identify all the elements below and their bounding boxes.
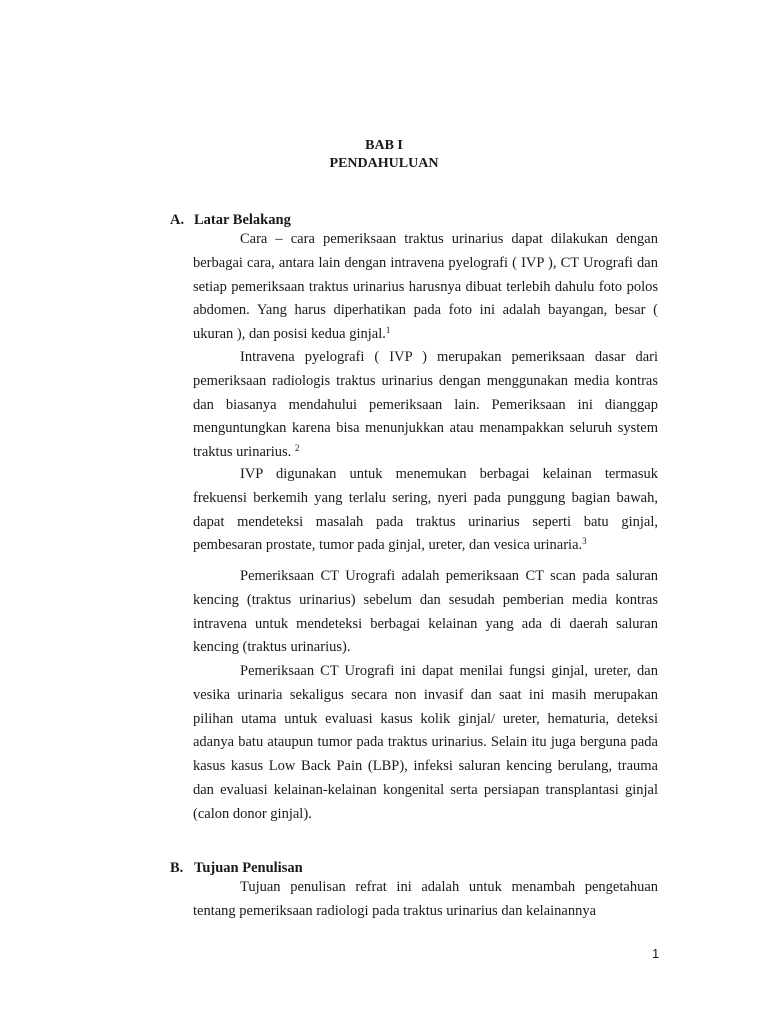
section-title: Latar Belakang — [194, 212, 291, 228]
section-letter: B. — [170, 860, 184, 876]
paragraph-text: Pemeriksaan CT Urografi ini dapat menilai fungsi ginjal, ureter, dan vesika urinaria sekaligus secara non invasif dan saat ini masih merupakan pilihan utama untuk evaluasi kasus kolik ginjal/ ureter, hematuria, deteksi adanya batu ataupun tumor pada traktus urinarius. Selain itu juga berguna pada kasus kasus Low Back Pain (LBP), infeksi saluran kencing berulang, trauma dan evaluasi kelainan-kelainan kongenital serta persiapan transplantasi ginjal (calon donor ginjal). — [193, 663, 658, 822]
page-number: 1 — [652, 946, 660, 961]
section-heading-tujuan-penulisan — [170, 860, 303, 877]
footnote-ref[interactable]: 3 — [582, 536, 587, 547]
paragraph — [193, 228, 658, 347]
paragraph — [193, 565, 658, 660]
section-title: Tujuan Penulisan — [194, 860, 303, 876]
footnote-ref[interactable]: 2 — [294, 443, 300, 454]
chapter-label: BAB I — [365, 138, 403, 153]
paragraph — [193, 463, 658, 558]
paragraph-text: Intravena pyelografi ( IVP ) merupakan pemeriksaan dasar dari pemeriksaan radiologis traktus urinarius dengan menggunakan media kontras dan biasanya mendahului pemeriksaan lain. Pemeriksaan ini dianggap menguntungkan karena bisa menunjukkan atau menampakkan seluruh system traktus urinarius. — [193, 349, 658, 461]
footnote-ref[interactable]: 1 — [385, 325, 391, 336]
paragraph — [193, 660, 658, 827]
paragraph-text: Pemeriksaan CT Urografi adalah pemeriksaan CT scan pada saluran kencing (traktus urinarius) sebelum dan sesudah pemberian media kontras intravena untuk mendeteksi berbagai kelainan yang ada di daerah saluran kencing (traktus urinarius). — [193, 568, 658, 656]
chapter-title: PENDAHULUAN — [329, 156, 439, 171]
paragraph — [193, 346, 658, 465]
paragraph-text: IVP digunakan untuk menemukan berbagai kelainan termasuk frekuensi berkemih yang terlalu sering, nyeri pada punggung bagian bawah, dapat mendeteksi masalah pada traktus urinarius seperti batu ginjal, pembesaran prostate, tumor pada ginjal, ureter, dan vesica urinaria. — [193, 466, 658, 554]
paragraph-text: Cara – cara pemeriksaan traktus urinarius dapat dilakukan dengan berbagai cara, antara lain dengan intravena pyelografi ( IVP ), CT Urografi dan setiap pemeriksaan traktus urinarius harusnya dibuat terlebih dahulu foto polos abdomen. Yang harus diperhatikan pada foto ini adalah bayangan, besar ( ukuran ), dan posisi kedua ginjal. — [193, 231, 658, 343]
paragraph — [193, 876, 658, 924]
section-heading-latar-belakang — [170, 212, 291, 229]
paragraph-text: Tujuan penulisan refrat ini adalah untuk menambah pengetahuan tentang pemeriksaan radiologi pada traktus urinarius dan kelainannya — [193, 879, 658, 919]
section-letter: A. — [170, 212, 185, 228]
